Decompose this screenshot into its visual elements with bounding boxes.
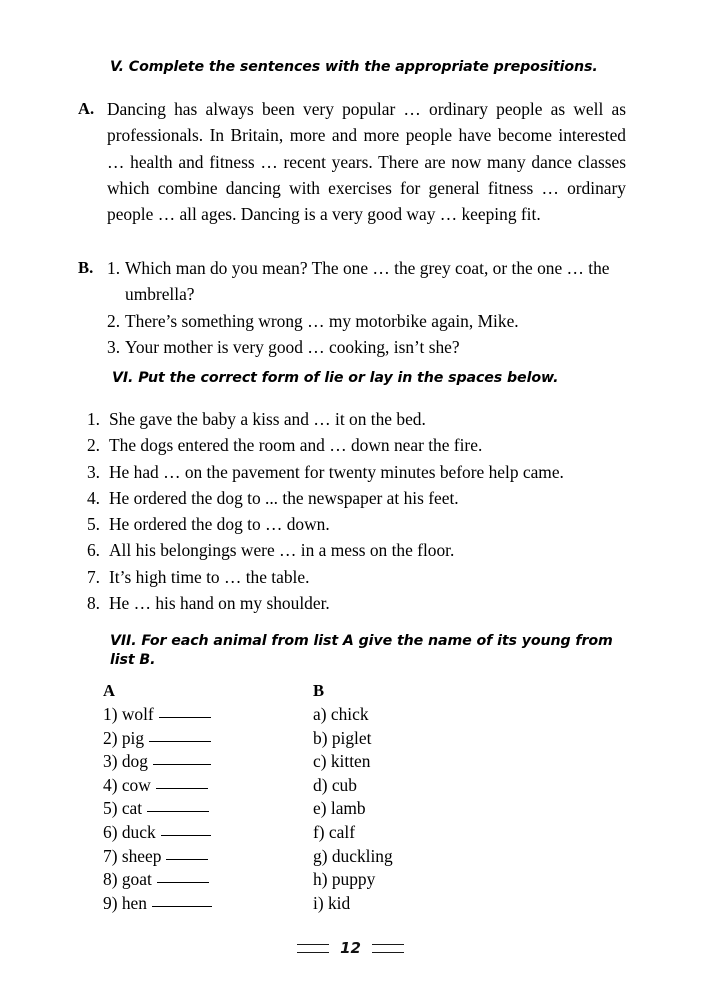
page-number: 12: [340, 939, 361, 957]
list-a-item-5: [103, 797, 313, 821]
exercise-vi-item-5-number: 5.: [86, 514, 100, 535]
footer-rule-left-icon: [297, 944, 329, 953]
exercise-vi-item-1-number: 1.: [86, 409, 100, 429]
list-a-item-3-blank[interactable]: [153, 764, 211, 765]
exercise-vi-item-6-text: All his belongings were … in a mess on the floor.: [109, 540, 455, 561]
exercise-vi-item-2-text: The dogs entered the room and … down near the fire.: [109, 435, 483, 456]
list-a-item-2-blank[interactable]: [149, 741, 211, 742]
list-a-title: A: [103, 681, 115, 700]
exercise-vi-list: [75, 406, 635, 616]
exercise-vi-item-3-text: He had … on the pavement for twenty minutes before help came.: [109, 461, 564, 482]
list-a-item-9: [103, 892, 313, 916]
list-b-item-4: d) cub: [313, 774, 357, 795]
list-a-item-9-blank[interactable]: [152, 906, 212, 907]
list-b-item-7: g) duckling: [313, 845, 393, 866]
list-a-item-1-blank[interactable]: [159, 717, 211, 718]
part-b-letter: B.: [78, 258, 94, 277]
list-a-item-1: [103, 703, 313, 727]
list-a-item-6-label: 6) duck: [103, 821, 156, 842]
exercise-vi-item-2-number: 2.: [86, 435, 100, 456]
list-a-item-6-blank[interactable]: [161, 835, 211, 836]
list-a-item-4-blank[interactable]: [156, 788, 208, 789]
part-b-item-3-text: Your mother is very good … cooking, isn’t she?: [125, 336, 460, 357]
exercise-vi-item-8-number: 8.: [86, 593, 100, 614]
exercise-v-part-a: [78, 96, 626, 227]
list-a-item-3: [103, 750, 313, 774]
list-a-item-3-label: 3) dog: [103, 751, 148, 772]
exercise-vi-heading-word-lie: lie: [324, 370, 344, 386]
part-b-items: [107, 255, 630, 360]
exercise-vi-item-6: [75, 537, 635, 563]
exercise-vi-item-4-number: 4.: [86, 487, 100, 508]
list-b-item-1: a) chick: [313, 704, 369, 724]
list-b-item-3: c) kitten: [313, 751, 371, 772]
exercise-vi-item-1-text: She gave the baby a kiss and … it on the bed.: [109, 409, 426, 429]
list-a-item-6: [103, 821, 313, 845]
exercise-vi-item-8: [75, 590, 635, 616]
list-a-item-8: [103, 868, 313, 892]
part-b-item-3: [107, 334, 630, 360]
exercise-vi-item-4-text: He ordered the dog to ... the newspaper at his feet.: [109, 487, 459, 508]
exercise-vi-heading-word-lay: lay: [369, 370, 393, 386]
part-b-item-1-number: 1.: [107, 258, 121, 278]
list-a-item-1-label: 1) wolf: [103, 704, 154, 724]
exercise-vi-heading: [112, 369, 632, 388]
exercise-vi-item-5-text: He ordered the dog to … down.: [109, 514, 330, 535]
list-a-item-2-label: 2) pig: [103, 727, 145, 748]
exercise-vi-item-7: [75, 564, 635, 590]
exercise-vi-item-3-number: 3.: [86, 461, 100, 482]
exercise-v-part-b: [78, 255, 630, 360]
list-a-item-4: [103, 774, 313, 798]
list-a-item-5-blank[interactable]: [147, 811, 209, 812]
page-footer: [0, 939, 701, 957]
list-b-item-2: b) piglet: [313, 727, 372, 748]
exercise-vi-heading-after: in the spaces below.: [392, 370, 559, 386]
list-a-item-8-label: 8) goat: [103, 869, 152, 890]
exercise-vii-heading-text: VII. For each animal from list A give the name of its young from list B.: [110, 633, 613, 668]
exercise-v-heading-text: V. Complete the sentences with the appropriate prepositions.: [110, 59, 598, 75]
part-a-paragraph: Dancing has always been very popular … ordinary people as well as professionals. In Britain, more and more people have become interested … health and fitness … recent years. There are now many dance classes which combine dancing with exercises for general fitness … ordinary people … all ages. Dancing is a very good way … keeping fit.: [107, 99, 626, 225]
exercise-vi-item-2: [75, 432, 635, 458]
exercise-v-heading: [110, 58, 630, 77]
exercise-vi-item-1: [75, 406, 635, 432]
part-b-item-1-text: Which man do you mean? The one … the grey coat, or the one … the umbrella?: [125, 258, 610, 305]
exercise-vii-matching: [103, 678, 603, 915]
list-a-item-4-label: 4) cow: [103, 774, 151, 795]
part-b-item-2-number: 2.: [107, 310, 121, 331]
exercise-vi-item-7-number: 7.: [86, 566, 100, 587]
list-b-item-8: h) puppy: [313, 869, 376, 890]
exercise-vi-item-5: [75, 511, 635, 537]
exercise-vi-heading-before: VI. Put the correct form of: [112, 370, 325, 386]
matching-list-b: [313, 678, 393, 915]
list-a-item-7-label: 7) sheep: [103, 845, 162, 866]
list-b-item-6: f) calf: [313, 821, 355, 842]
list-a-item-5-label: 5) cat: [103, 798, 143, 819]
list-a-item-8-blank[interactable]: [157, 882, 209, 883]
list-a-item-9-label: 9) hen: [103, 892, 147, 913]
exercise-vi-item-8-text: He … his hand on my shoulder.: [109, 593, 330, 614]
list-b-item-5: e) lamb: [313, 798, 366, 819]
part-b-item-2-text: There’s something wrong … my motorbike again, Mike.: [125, 310, 519, 331]
matching-list-a: [103, 678, 313, 915]
exercise-vi-heading-text: [112, 369, 632, 388]
list-a-item-2: [103, 727, 313, 751]
exercise-vi-item-3: [75, 459, 635, 485]
footer-rule-right-icon: [372, 944, 404, 953]
part-b-item-3-number: 3.: [107, 336, 121, 357]
list-a-item-7: [103, 845, 313, 869]
list-b-item-9: i) kid: [313, 892, 351, 913]
exercise-vi-item-4: [75, 485, 635, 511]
exercise-vi-heading-middle: or: [343, 370, 370, 386]
part-a-letter: A.: [78, 99, 95, 118]
list-a-item-7-blank[interactable]: [166, 859, 208, 860]
list-b-title: B: [313, 681, 325, 700]
exercise-vi-item-6-number: 6.: [86, 540, 100, 561]
part-b-item-2: [107, 308, 630, 334]
exercise-vi-item-7-text: It’s high time to … the table.: [109, 566, 310, 587]
part-b-item-1: [107, 255, 630, 308]
exercise-vii-heading: [110, 632, 635, 670]
